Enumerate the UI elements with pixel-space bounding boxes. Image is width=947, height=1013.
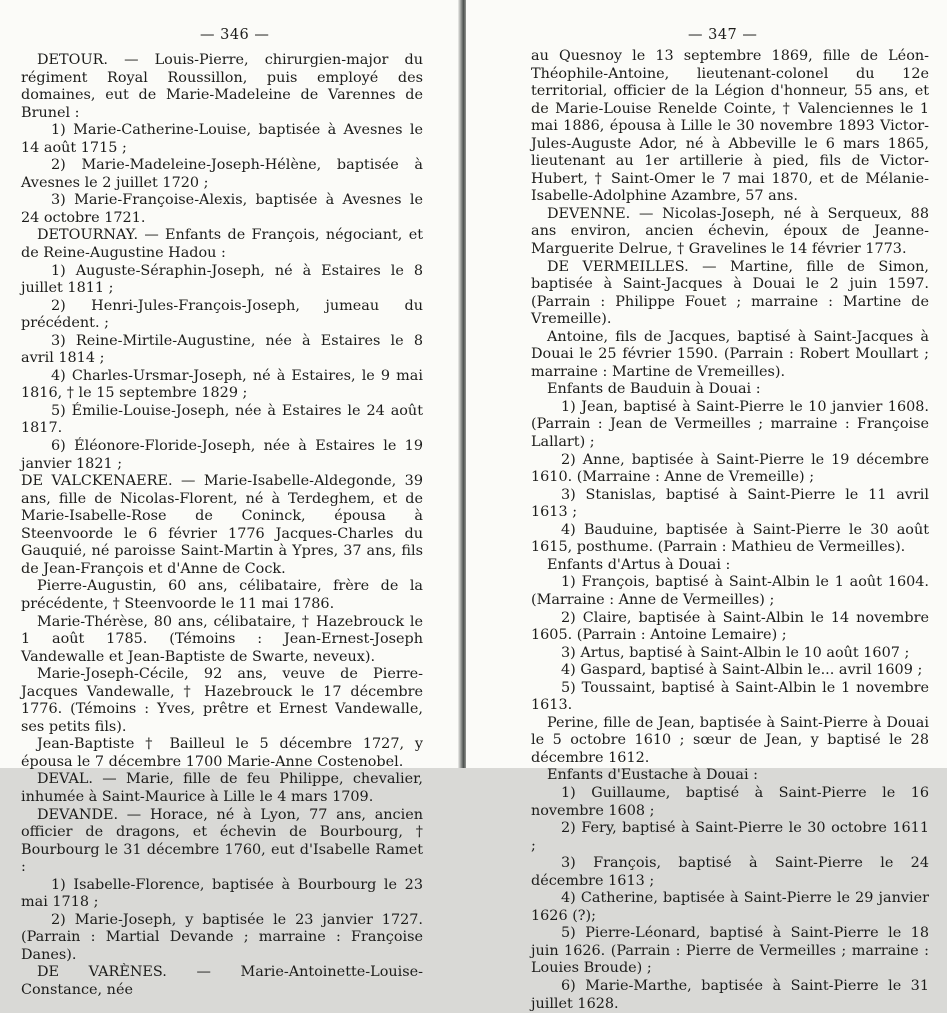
paragraph: 4) Gaspard, baptisé à Saint-Albin le... avril 1609 ; [561, 662, 923, 679]
paragraph: 5) Pierre-Léonard, baptisé à Saint-Pierre le 18 juin 1626. (Parrain : Pierre de Vermeilles ; marraine : Louies Broude) ; [531, 925, 929, 977]
paragraph: 1) Isabelle-Florence, baptisée à Bourbourg le 23 mai 1718 ; [21, 876, 423, 911]
paragraph: 6) Marie-Marthe, baptisée à Saint-Pierre le 31 juillet 1628. [531, 977, 929, 1012]
paragraph: Enfants de Bauduin à Douai : [547, 381, 761, 398]
paragraph: Enfants d'Artus à Douai : [547, 556, 731, 573]
paragraph: DETOUR. — Louis-Pierre, chirurgien-major du régiment Royal Roussillon, puis employé des domaines, eut de Marie-Madeleine de Varennes de Brunel : [21, 52, 423, 121]
paragraph: Marie-Joseph-Cécile, 92 ans, veuve de Pierre-Jacques Vandewalle, † Hazebrouck le 17 décembre 1776. (Témoins : Yves, prêtre et Ernest Vandewalle, ses petits fils). [21, 666, 423, 735]
paragraph: 4) Bauduine, baptisée à Saint-Pierre le 30 août 1615, posthume. (Parrain : Mathieu de Vermeilles). [531, 521, 929, 556]
paragraph: 2) Marie-Madeleine-Joseph-Hélène, baptisée à Avesnes le 2 juillet 1720 ; [21, 157, 423, 191]
paragraph: 1) Jean, baptisé à Saint-Pierre le 10 janvier 1608. (Parrain : Jean de Vermeilles ; marraine : Françoise Lallart) ; [531, 398, 929, 451]
paragraph: DEVENNE. — Nicolas-Joseph, né à Serqueux, 88 ans environ, ancien échevin, époux de Jeanne-Marguerite Delrue, † Gravelines le 14 février 1773. [531, 205, 929, 258]
paragraph: Pierre-Augustin, 60 ans, célibataire, frère de la précédente, † Steenvoorde le 11 mai 1786. [21, 578, 423, 612]
paragraph: DETOURNAY. — Enfants de François, négociant, et de Reine-Augustine Hadou : [21, 227, 423, 262]
paragraph: Antoine, fils de Jacques, baptisé à Saint-Jacques à Douai le 25 février 1590. (Parrain : Robert Moullart ; marraine : Martine de Vremeilles). [531, 328, 929, 380]
paragraph: 1) François, baptisé à Saint-Albin le 1 août 1604. (Marraine : Anne de Vermeilles) ; [531, 574, 929, 608]
paragraph: 1) Marie-Catherine-Louise, baptisée à Avesnes le 14 août 1715 ; [21, 122, 423, 156]
paragraph: 1) Auguste-Séraphin-Joseph, né à Estaires le 8 juillet 1811 ; [21, 262, 423, 297]
paragraph: DEVAL. — Marie, fille de feu Philippe, chevalier, inhumée à Saint-Maurice à Lille le 4 mars 1709. [21, 771, 423, 805]
paragraph: 2) Henri-Jules-François-Joseph, jumeau du précédent. ; [21, 297, 423, 332]
paragraph: 2) Marie-Joseph, y baptisée le 23 janvier 1727. (Parrain : Martial Devande ; marraine : Françoise Danes). [21, 911, 423, 963]
page-number-346: — 346 — [200, 27, 270, 43]
right-page [466, 0, 947, 1012]
left-page-text [21, 52, 423, 1000]
paragraph: DEVANDE. — Horace, né à Lyon, 77 ans, ancien officier de dragons, et échevin de Bourbourg, † Bourbourg le 31 décembre 1760, eut d'Isabelle Ramet : [21, 806, 423, 876]
right-page-text [531, 48, 929, 1013]
paragraph: Jean-Baptiste † Bailleul le 5 décembre 1727, y épousa le 7 décembre 1700 Marie-Anne Costenobel. [21, 736, 423, 770]
paragraph: au Quesnoy le 13 septembre 1869, fille de Léon-Théophile-Antoine, lieutenant-colonel du 12e territorial, officier de la Légion d'honneur, 55 ans, et de Marie-Louise Renelde Cointe, † Valenciennes le 1 mai 1886, épousa à Lille le 30 novembre 1893 Victor-Jules-Auguste Ador, né à Abbeville le 6 mars 1865, lieutenant au 1er artillerie à pied, fils de Victor-Hubert, † Saint-Omer le 7 mai 1870, et de Mélanie-Isabelle-Adolphine Azambre, 57 ans. [531, 48, 929, 205]
paragraph: 5) Émilie-Louise-Joseph, née à Estaires le 24 août 1817. [21, 402, 423, 437]
paragraph: 5) Toussaint, baptisé à Saint-Albin le 1 novembre 1613. [531, 679, 929, 714]
paragraph: 4) Charles-Ursmar-Joseph, né à Estaires, le 9 mai 1816, † le 15 septembre 1829 ; [21, 367, 423, 402]
paragraph: DE VERMEILLES. — Martine, fille de Simon, baptisée à Saint-Jacques à Douai le 2 juin 1597. (Parrain : Philippe Fouet ; marraine : Martine de Vremeille). [531, 258, 929, 328]
paragraph: 3) Marie-Françoise-Alexis, baptisée à Avesnes le 24 octobre 1721. [21, 192, 423, 226]
paragraph: Perine, fille de Jean, baptisée à Saint-Pierre à Douai le 5 octobre 1610 ; sœur de Jean, y baptisé le 28 décembre 1612. [531, 714, 929, 766]
paragraph: 2) Claire, baptisée à Saint-Albin le 14 novembre 1605. (Parrain : Antoine Lemaire) ; [531, 609, 929, 644]
paragraph: Enfants d'Eustache à Douai : [547, 767, 759, 784]
paragraph: 3) Stanislas, baptisé à Saint-Pierre le 11 avril 1613 ; [531, 486, 929, 521]
page-number-347: — 347 — [688, 27, 758, 43]
paragraph: 3) Artus, baptisé à Saint-Albin le 10 août 1607 ; [561, 644, 910, 661]
paragraph: 2) Fery, baptisé à Saint-Pierre le 30 octobre 1611 ; [531, 820, 929, 854]
paragraph: 6) Éléonore-Floride-Joseph, née à Estaires le 19 janvier 1821 ; [21, 438, 423, 472]
paragraph: 3) François, baptisé à Saint-Pierre le 24 décembre 1613 ; [531, 855, 929, 889]
paragraph: DE VARÈNES. — Marie-Antoinette-Louise-Constance, née [21, 964, 423, 998]
paragraph: Marie-Thérèse, 80 ans, célibataire, † Hazebrouck le 1 août 1785. (Témoins : Jean-Ernest-Joseph Vandewalle et Jean-Baptiste de Swarte, neveux). [21, 613, 423, 665]
left-page [0, 0, 460, 998]
paragraph: 4) Catherine, baptisée à Saint-Pierre le 29 janvier 1626 (?); [531, 890, 929, 924]
paragraph: 3) Reine-Mirtile-Augustine, née à Estaires le 8 avril 1814 ; [21, 332, 423, 367]
paragraph: DE VALCKENAERE. — Marie-Isabelle-Aldegonde, 39 ans, fille de Nicolas-Florent, né à Terdeghem, et de Marie-Isabelle-Rose de Coninck, épousa à Steenvoorde le 6 février 1776 Jacques-Charles du Gauquié, né paroisse Saint-Martin à Ypres, 37 ans, fils de Jean-François et d'Anne de Cock. [21, 473, 423, 577]
paragraph: 2) Anne, baptisée à Saint-Pierre le 19 décembre 1610. (Marraine : Anne de Vremeille) ; [531, 451, 929, 486]
paragraph: 1) Guillaume, baptisé à Saint-Pierre le 16 novembre 1608 ; [531, 784, 929, 819]
